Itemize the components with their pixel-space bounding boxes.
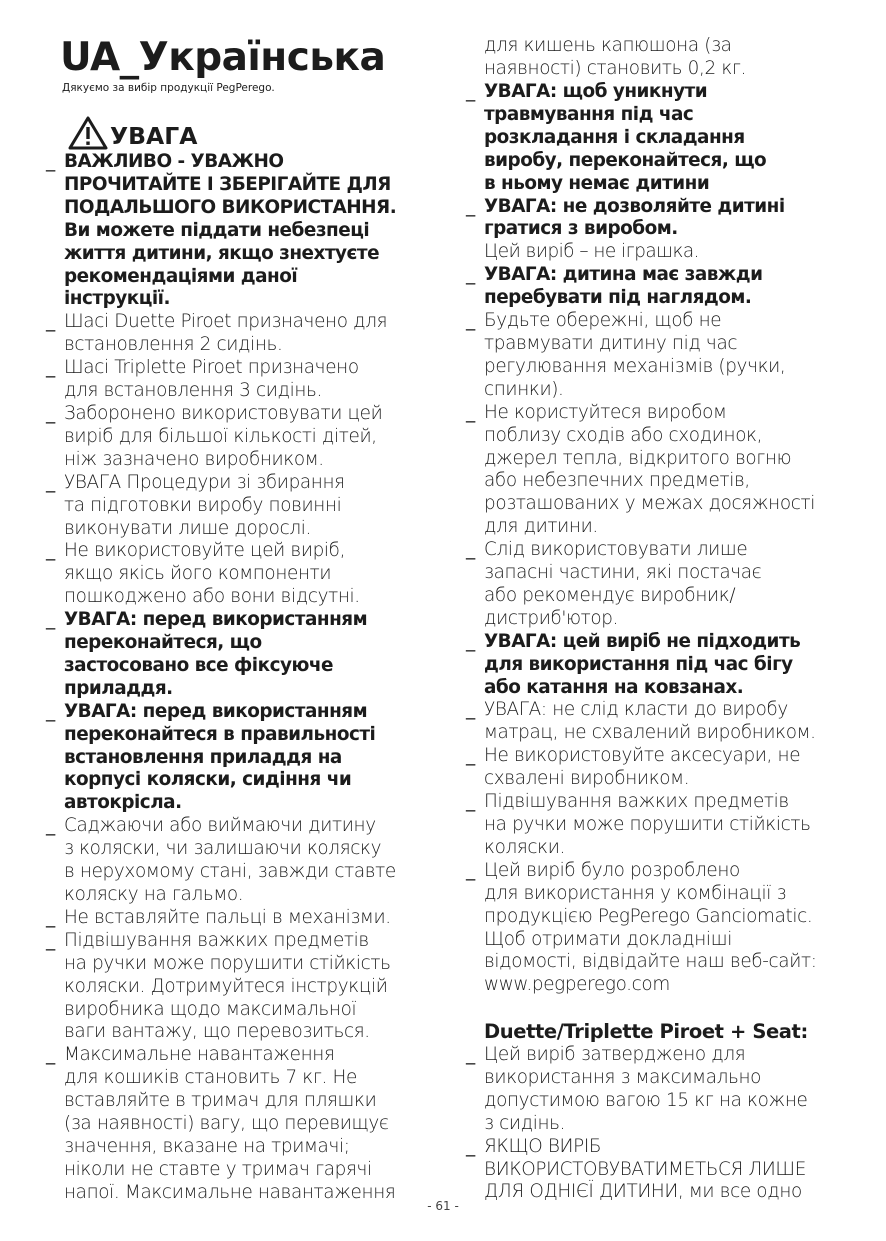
list-item <box>466 745 866 791</box>
item-text: Підвішування важких предметів на ручки може порушити стійкість коляски. <box>484 791 811 858</box>
list-item <box>466 539 866 631</box>
item-extra-text: Цей виріб – не іграшка. <box>484 241 700 263</box>
warning-triangle-icon <box>68 116 108 150</box>
left-instructions-list <box>46 151 436 1205</box>
warning-label: УВАГА <box>110 122 198 150</box>
list-item <box>466 310 866 402</box>
item-text: Будьте обережні, щоб не травмувати дитину під час регулювання механізмів (ручки, спинки). <box>484 310 786 400</box>
continued-text: для кишень капюшона (за наявності) становить 0,2 кг. <box>484 35 747 79</box>
item-text: Цей виріб було розроблено для використання у комбінації з продукцією PegPerego Ganciomatic. Щоб отримати докладніші відомості, відвідайте наш веб-сайт: www.pegperego.com <box>484 859 817 996</box>
list-item: _ Цей виріб затверджено для використання з максимально допустимою вагою 15 кг на кожне з сидінь. <box>466 1044 866 1136</box>
page-title: UA_Українська <box>60 35 386 80</box>
list-item: _ УВАГА: перед використанням переконайтеся в правильності встановлення приладдя на корпусі коляски, сидіння чи автокрісла. <box>46 701 436 816</box>
list-item: _ УВАГА: перед використанням переконайтеся, що застосовано все фіксуюче приладдя. <box>46 609 436 701</box>
list-item <box>466 699 866 745</box>
list-item <box>466 196 866 265</box>
list-item: _ Підвішування важких предметів на ручки може порушити стійкість коляски. Дотримуйтеся інструкцій виробника щодо максимальної ваги вантажу, що перевозиться. <box>46 930 436 1045</box>
item-text: УВАГА: цей виріб не підходить для використання під час бігу або катання на ковзанах. <box>484 630 801 698</box>
right-instructions-list <box>466 81 866 997</box>
list-item: _ Шасі Triplette Piroet призначено для встановлення 3 сидінь. <box>46 357 436 403</box>
list-item: _ ЯКЩО ВИРІБ ВИКОРИСТОВУВАТИМЕТЬСЯ ЛИШЕ ДЛЯ ОДНІЄЇ ДИТИНИ, ми все одно <box>466 1136 866 1205</box>
list-item: _ УВАГА Процедури зі збирання та підготовки виробу повинні виконувати лише дорослі. <box>46 472 436 541</box>
item-text: УВАГА: не дозволяйте дитині гратися з виробом. <box>484 195 785 240</box>
item-text: УВАГА: щоб уникнути травмування під час розкладання і складання виробу, переконайтеся, що в ньому немає дитини <box>484 81 767 194</box>
item-text: Слід використовувати лише запасні частини, які постачає або рекомендує виробник/ дистриб'ютор. <box>484 539 762 629</box>
item-text: УВАГА: не слід класти до виробу матрац, не схвалений виробником. <box>484 699 816 744</box>
list-item: _ Саджаючи або виймаючи дитину з коляски, чи залишаючи коляску в нерухомому стані, завжди ставте коляску на гальмо. <box>46 815 436 907</box>
list-item <box>466 791 866 860</box>
warning-heading <box>68 116 197 150</box>
page-number: - 61 - <box>427 1199 459 1213</box>
list-item <box>466 81 866 196</box>
list-item: _ ВАЖЛИВО - УВАЖНО ПРОЧИТАЙТЕ І ЗБЕРІГАЙТЕ ДЛЯ ПОДАЛЬШОГО ВИКОРИСТАННЯ. Ви можете піддати небезпеці життя дитини, якщо знехтуєте рекомендаціями даної інструкції. <box>46 151 436 311</box>
list-item <box>466 264 866 310</box>
list-item: _ Заборонено використовувати цей виріб для більшої кількості дітей, ніж зазначено виробником. <box>46 403 436 472</box>
list-item: _ Не використовуйте цей виріб, якщо якісь його компоненти пошкоджено або вони відсутні. <box>46 540 436 609</box>
item-text: УВАГА: дитина має завжди перебувати під наглядом. <box>484 264 763 309</box>
list-item <box>466 860 866 997</box>
list-item: _ Шасі Duette Piroet призначено для встановлення 2 сидінь. <box>46 311 436 357</box>
section-heading: Duette/Triplette Piroet + Seat: <box>484 1020 808 1043</box>
item-text: Не використовуйте аксесуари, не схвалені виробником. <box>484 745 801 790</box>
list-item: _ Не вставляйте пальці в механізми. <box>46 907 436 930</box>
item-text: Не користуйтеся виробом поблизу сходів або сходинок, джерел тепла, відкритого вогню або небезпечних предметів, розташованих у межах досяжності для дитини. <box>484 401 816 538</box>
list-item: _ Максимальне навантаження для кошиків становить 7 кг. Не вставляйте в тримач для пляшки (за наявності) вагу, що перевищує значення, вказане на тримачі; ніколи не ставте у тримач гарячі напої. Максимальне навантаження <box>46 1044 436 1204</box>
thanks-note: Дякуємо за вибір продукції PegPerego. <box>62 82 275 94</box>
list-item <box>466 631 866 700</box>
list-item <box>466 402 866 539</box>
section-list <box>466 1044 866 1204</box>
